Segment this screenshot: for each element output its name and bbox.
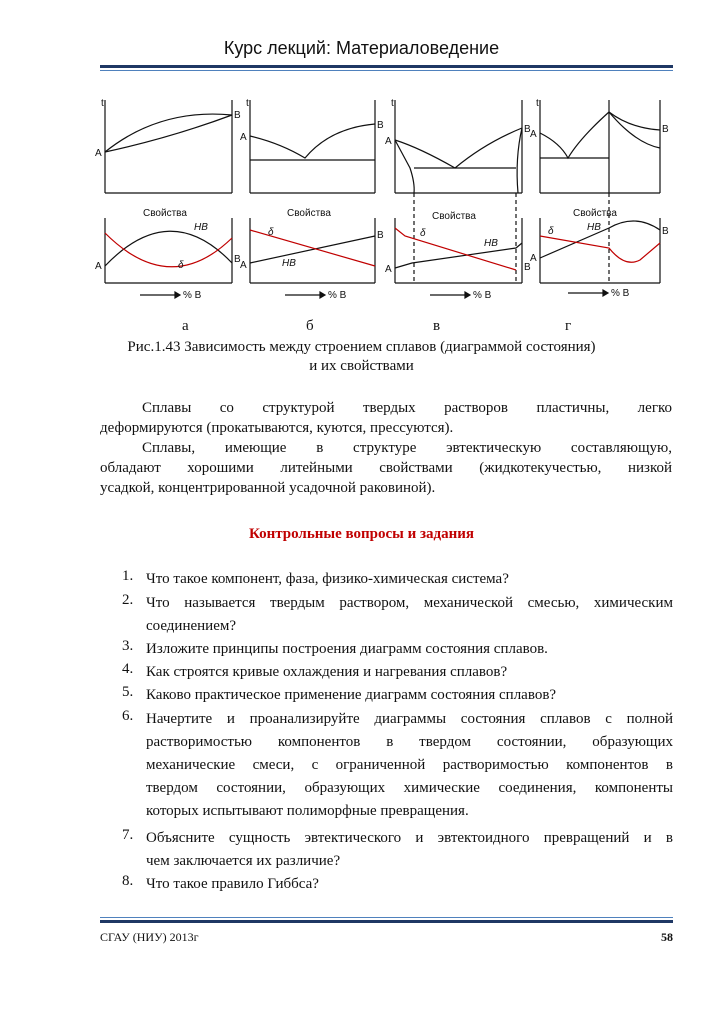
page-number: 58 — [661, 930, 673, 944]
paragraph-2 — [100, 438, 672, 498]
b-label: B — [234, 110, 241, 121]
panel-b-phase-diagram — [250, 100, 375, 193]
footer-text: СГАУ (НИУ) 2013г — [100, 930, 199, 944]
a-label: A — [385, 264, 392, 275]
paragraph-1 — [100, 398, 672, 438]
list-item — [122, 592, 673, 638]
panel-a-properties — [105, 218, 232, 283]
header-rule-thin — [100, 70, 673, 71]
list-text: механические смеси, с ограниченной растворимостью компонентов в — [146, 757, 673, 773]
panel-d-phase-diagram — [540, 100, 660, 193]
panel-c-properties — [395, 193, 522, 283]
list-text: растворимостью компонентов в твердом состоянии, образующих — [146, 734, 673, 750]
delta-label: δ — [268, 227, 274, 238]
b-label: B — [524, 124, 531, 135]
list-number: 3. — [122, 638, 134, 654]
panel-letter-c: в — [433, 318, 441, 334]
b-label: B — [377, 230, 384, 241]
list-item — [122, 661, 673, 684]
a-label: A — [530, 253, 537, 264]
b-label: B — [662, 124, 669, 135]
list-number: 5. — [122, 684, 134, 700]
paragraph-line: деформируются (прокатываются, куются, прессуются). — [100, 420, 454, 436]
properties-title: Свойства — [287, 208, 331, 219]
t-label: t — [391, 98, 394, 109]
list-text: соединением? — [146, 618, 237, 634]
delta-label: δ — [420, 228, 426, 239]
a-label: A — [530, 129, 537, 140]
list-text: Каково практическое применение диаграмм состояния сплавов? — [146, 687, 557, 703]
paragraph-line: обладают хорошими литейными свойствами (жидкотекучестью, низкой — [100, 460, 672, 476]
properties-title: Свойства — [432, 211, 476, 222]
section-title: Контрольные вопросы и задания — [248, 526, 475, 542]
list-item — [122, 827, 673, 873]
list-item — [122, 708, 673, 823]
list-text: которых испытывают полиморфные превращения. — [146, 803, 469, 819]
hb-label: HB — [484, 238, 498, 249]
list-item — [122, 568, 673, 591]
list-text: Что такое компонент, фаза, физико-химическая система? — [146, 571, 509, 587]
hb-label: HB — [587, 222, 601, 233]
a-label: A — [240, 260, 247, 271]
a-label: A — [95, 148, 102, 159]
properties-title: Свойства — [143, 208, 187, 219]
list-text: чем заключается их различие? — [146, 853, 341, 869]
list-item — [122, 638, 673, 661]
b-label: B — [662, 226, 669, 237]
list-item — [122, 873, 673, 896]
paragraph-line: Сплавы, имеющие в структуре эвтектическую составляющую, — [142, 440, 672, 456]
a-label: A — [385, 136, 392, 147]
b-label: B — [234, 254, 241, 265]
list-number: 7. — [122, 827, 134, 843]
list-number: 4. — [122, 661, 134, 677]
list-number: 6. — [122, 708, 134, 724]
panel-letter-d: г — [565, 318, 572, 334]
caption-line-2: и их свойствами — [309, 358, 414, 374]
panel-d-properties — [540, 193, 660, 283]
t-label: t — [101, 98, 104, 109]
caption-line-1: Рис.1.43 Зависимость между строением сплавов (диаграммой состояния) — [127, 339, 596, 355]
footer-rule-thin — [100, 917, 673, 918]
panel-letter-a: а — [182, 318, 189, 334]
list-number: 1. — [122, 568, 134, 584]
b-label: B — [524, 262, 531, 273]
header-title: Курс лекций: Материаловедение — [223, 38, 500, 58]
hb-label: HB — [194, 222, 208, 233]
paragraph-line: усадкой, концентрированной усадочной раковиной). — [100, 480, 436, 496]
list-item — [122, 684, 673, 707]
b-label: B — [377, 120, 384, 131]
list-text: Как строятся кривые охлаждения и нагревания сплавов? — [146, 664, 508, 680]
t-label: t — [246, 98, 249, 109]
pct-b-label: % B — [473, 290, 492, 301]
list-number: 8. — [122, 873, 134, 889]
paragraph-line: Сплавы со структурой твердых растворов пластичны, легко — [142, 400, 672, 416]
a-label: A — [240, 132, 247, 143]
list-text: Объясните сущность эвтектического и эвтектоидного превращений и в — [146, 830, 673, 846]
header-rule — [100, 65, 673, 68]
a-label: A — [95, 261, 102, 272]
delta-label: δ — [178, 260, 184, 271]
list-text: Что называется твердым раствором, механической смесью, химическим — [146, 595, 673, 611]
panel-letter-b: б — [306, 318, 314, 334]
figure-caption — [0, 338, 723, 376]
pct-b-label: % B — [328, 290, 347, 301]
hb-label: HB — [282, 258, 296, 269]
phase-diagrams-svg — [90, 88, 680, 313]
pct-b-label: % B — [183, 290, 202, 301]
list-number: 2. — [122, 592, 134, 608]
list-text: твердом состоянии, образующих химические соединения, компоненты — [146, 780, 673, 796]
delta-label: δ — [548, 226, 554, 237]
footer-rule — [100, 920, 673, 923]
list-text: Изложите принципы построения диаграмм состояния сплавов. — [146, 641, 548, 657]
pct-b-label: % B — [611, 288, 630, 299]
t-label: t — [536, 98, 539, 109]
panel-a-phase-diagram — [105, 100, 232, 193]
list-text: Начертите и проанализируйте диаграммы состояния сплавов с полной — [146, 711, 673, 727]
list-text: Что такое правило Гиббса? — [146, 876, 319, 892]
properties-title: Свойства — [573, 208, 617, 219]
panel-c-phase-diagram — [395, 100, 522, 193]
figure-diagrams — [90, 88, 680, 318]
